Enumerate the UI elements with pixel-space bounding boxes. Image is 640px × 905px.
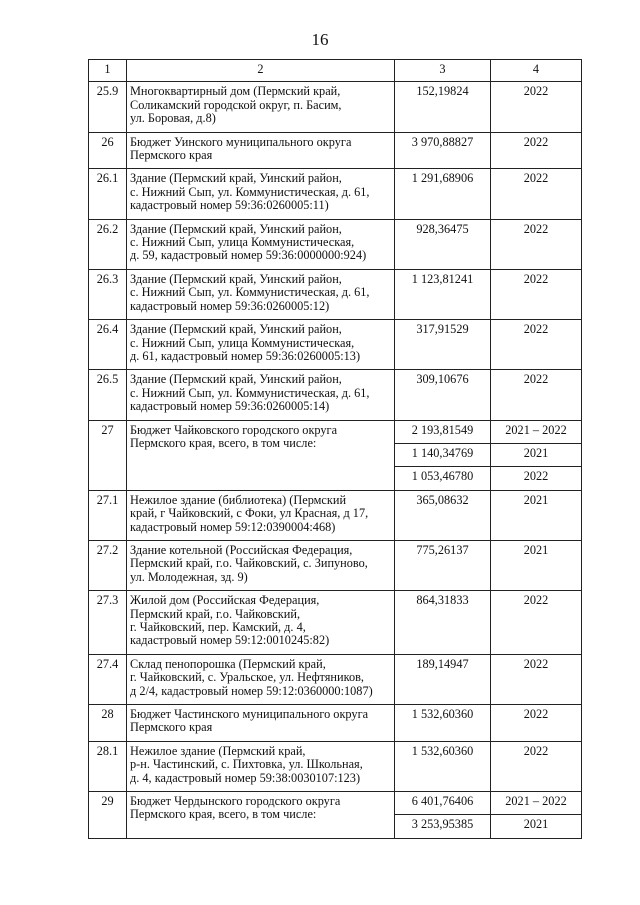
row-number: 26.2 [89, 219, 127, 269]
row-description [127, 490, 395, 540]
header-cell-1: 1 [89, 60, 127, 82]
row-year: 2022 [491, 132, 582, 169]
row-description [127, 370, 395, 420]
row-number: 27 [89, 420, 127, 490]
description-line: д. 4, кадастровый номер 59:38:0030107:123) [130, 770, 361, 785]
row-amount: 2 193,81549 [395, 420, 491, 443]
description-line: д 2/4, кадастровый номер 59:12:0360000:1087) [130, 683, 373, 698]
table-row [89, 132, 582, 169]
row-year: 2021 [491, 815, 582, 838]
description-line: Соликамский городской округ, п. Басим, [130, 97, 342, 112]
description-line: Здание (Пермский край, Уинский район, [130, 171, 342, 186]
description-line: с. Нижний Сып, улица Коммунистическая, [130, 335, 355, 350]
row-year: 2022 [491, 320, 582, 370]
page-number: 16 [311, 30, 329, 49]
description-line: Бюджет Чайковского городского округа [130, 422, 338, 437]
row-amount: 365,08632 [395, 490, 491, 540]
table-body [89, 60, 582, 839]
row-number: 27.3 [89, 591, 127, 655]
row-amount: 6 401,76406 [395, 792, 491, 815]
table-row [89, 320, 582, 370]
budget-table [88, 59, 582, 839]
description-line: ул. Молодежная, зд. 9) [130, 569, 248, 584]
row-year: 2022 [491, 82, 582, 132]
row-description [127, 705, 395, 742]
table-row [89, 269, 582, 319]
row-amount: 189,14947 [395, 654, 491, 704]
row-number: 26.1 [89, 169, 127, 219]
description-line: Пермского края, всего, в том числе: [130, 435, 317, 450]
row-amount: 1 123,81241 [395, 269, 491, 319]
description-line: Бюджет Чердынского городского округа [130, 794, 341, 809]
table-row [89, 540, 582, 590]
row-number: 27.2 [89, 540, 127, 590]
description-line: ул. Боровая, д.8) [130, 111, 216, 126]
description-line: Жилой дом (Российская Федерация, [130, 593, 320, 608]
description-line: Пермский край, г.о. Чайковский, [130, 606, 301, 621]
description-line: Пермский край, г.о. Чайковский, с. Зипуново, [130, 556, 368, 571]
row-number: 25.9 [89, 82, 127, 132]
description-line: Пермского края [130, 720, 213, 735]
header-cell-3: 3 [395, 60, 491, 82]
table-header-row [89, 60, 582, 82]
description-line: Пермского края [130, 148, 213, 163]
row-year: 2021 – 2022 [491, 792, 582, 815]
row-description [127, 320, 395, 370]
table-row [89, 420, 582, 443]
row-description [127, 269, 395, 319]
row-amount: 1 532,60360 [395, 741, 491, 791]
table-row [89, 82, 582, 132]
row-year: 2022 [491, 467, 582, 490]
row-year: 2021 [491, 540, 582, 590]
row-number: 26.5 [89, 370, 127, 420]
row-year: 2022 [491, 591, 582, 655]
row-year: 2022 [491, 705, 582, 742]
description-line: с. Нижний Сып, ул. Коммунистическая, д. 61, [130, 385, 370, 400]
row-amount: 309,10676 [395, 370, 491, 420]
row-description [127, 591, 395, 655]
table-row [89, 370, 582, 420]
row-year: 2022 [491, 370, 582, 420]
table-row [89, 741, 582, 791]
description-line: Нежилое здание (Пермский край, [130, 743, 306, 758]
description-line: г. Чайковский, с. Уральское, ул. Нефтяников, [130, 670, 364, 685]
row-amount: 928,36475 [395, 219, 491, 269]
table-row [89, 654, 582, 704]
table-row [89, 490, 582, 540]
row-number: 29 [89, 792, 127, 839]
description-line: кадастровый номер 59:36:0260005:11) [130, 198, 329, 213]
row-description [127, 82, 395, 132]
description-line: Пермского края, всего, в том числе: [130, 807, 317, 822]
header-cell-2: 2 [127, 60, 395, 82]
table-row [89, 705, 582, 742]
row-description [127, 741, 395, 791]
row-number: 26.4 [89, 320, 127, 370]
description-line: Здание (Пермский край, Уинский район, [130, 271, 342, 286]
row-year: 2022 [491, 269, 582, 319]
row-amount: 1 140,34769 [395, 443, 491, 466]
row-amount: 1 291,68906 [395, 169, 491, 219]
row-number: 27.4 [89, 654, 127, 704]
table-row [89, 169, 582, 219]
row-number: 26 [89, 132, 127, 169]
row-description [127, 169, 395, 219]
row-amount: 1 053,46780 [395, 467, 491, 490]
row-year: 2022 [491, 219, 582, 269]
description-line: с. Нижний Сып, ул. Коммунистическая, д. 61, [130, 184, 370, 199]
description-line: Склад пенопорошка (Пермский край, [130, 656, 326, 671]
description-line: д. 61, кадастровый номер 59:36:0260005:13) [130, 348, 361, 363]
row-amount: 1 532,60360 [395, 705, 491, 742]
row-year: 2021 [491, 490, 582, 540]
row-number: 26.3 [89, 269, 127, 319]
description-line: г. Чайковский, пер. Камский, д. 4, [130, 620, 306, 634]
row-description [127, 219, 395, 269]
description-line: кадастровый номер 59:12:0010245:82) [130, 633, 330, 648]
row-number: 28 [89, 705, 127, 742]
header-cell-4: 4 [491, 60, 582, 82]
table-row [89, 792, 582, 815]
table-row [89, 591, 582, 655]
description-line: кадастровый номер 59:36:0260005:12) [130, 298, 330, 313]
row-description [127, 132, 395, 169]
row-amount: 3 253,95385 [395, 815, 491, 838]
description-line: Бюджет Уинского муниципального округа [130, 134, 352, 149]
row-description [127, 540, 395, 590]
description-line: Нежилое здание (библиотека) (Пермский [130, 492, 347, 507]
description-line: Здание котельной (Российская Федерация, [130, 542, 353, 557]
description-line: Здание (Пермский край, Уинский район, [130, 372, 342, 387]
row-year: 2021 – 2022 [491, 420, 582, 443]
row-amount: 775,26137 [395, 540, 491, 590]
description-line: край, г Чайковский, с Фоки, ул Красная, д 17, [130, 506, 369, 521]
description-line: с. Нижний Сып, ул. Коммунистическая, д. 61, [130, 285, 370, 300]
row-amount: 152,19824 [395, 82, 491, 132]
description-line: кадастровый номер 59:12:0390004:468) [130, 519, 336, 534]
description-line: кадастровый номер 59:36:0260005:14) [130, 399, 330, 414]
row-year: 2022 [491, 741, 582, 791]
row-description [127, 420, 395, 490]
description-line: р-н. Частинский, с. Пихтовка, ул. Школьная, [130, 757, 363, 772]
row-description [127, 654, 395, 704]
row-amount: 864,31833 [395, 591, 491, 655]
description-line: д. 59, кадастровый номер 59:36:0000000:924) [130, 248, 367, 263]
row-number: 27.1 [89, 490, 127, 540]
row-amount: 3 970,88827 [395, 132, 491, 169]
row-description [127, 792, 395, 839]
row-amount: 317,91529 [395, 320, 491, 370]
row-year: 2022 [491, 654, 582, 704]
row-year: 2022 [491, 169, 582, 219]
row-year: 2021 [491, 443, 582, 466]
description-line: с. Нижний Сып, улица Коммунистическая, [130, 235, 355, 250]
description-line: Многоквартирный дом (Пермский край, [130, 84, 341, 99]
row-number: 28.1 [89, 741, 127, 791]
description-line: Бюджет Частинского муниципального округа [130, 707, 369, 722]
description-line: Здание (Пермский край, Уинский район, [130, 221, 342, 236]
table-row [89, 219, 582, 269]
description-line: Здание (Пермский край, Уинский район, [130, 322, 342, 337]
